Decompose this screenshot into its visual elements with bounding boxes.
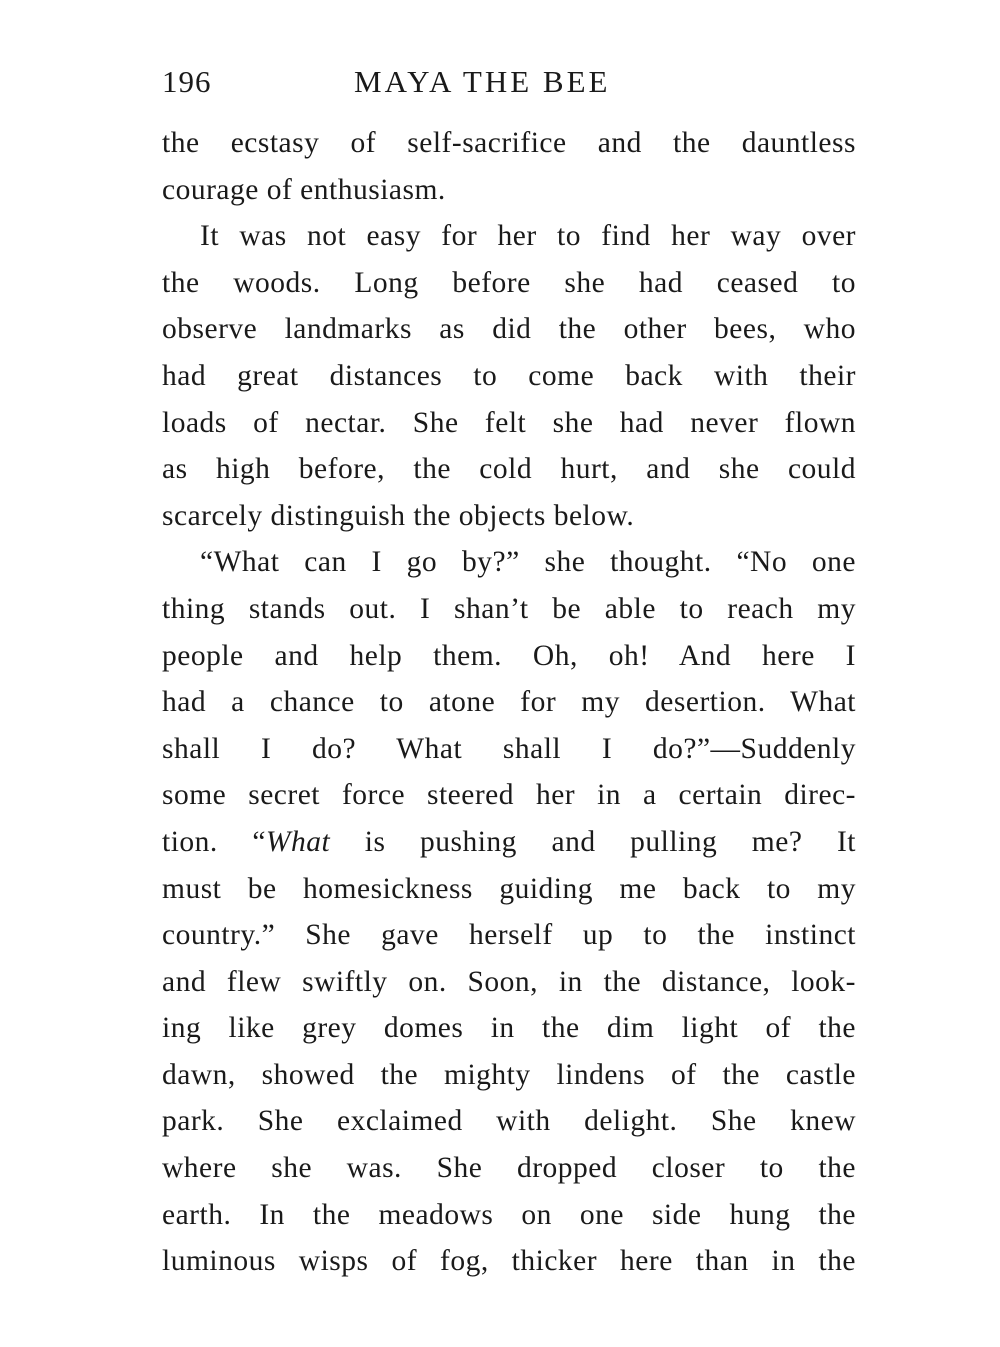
text-line: earth. In the meadows on one side hung the <box>162 1198 856 1231</box>
text-line: the woods. Long before she had ceased to <box>162 266 856 299</box>
text-line: dawn, showed the mighty lindens of the castle <box>162 1058 856 1091</box>
text-line: where she was. She dropped closer to the <box>162 1152 856 1185</box>
text-segment: tion. “ <box>162 825 266 858</box>
book-title: MAYA THE BEE <box>354 64 611 99</box>
text-line: and flew swiftly on. Soon, in the distance, look- <box>162 965 856 998</box>
body-text <box>162 120 856 1285</box>
text-line: as high before, the cold hurt, and she could <box>162 453 856 486</box>
text-line: people and help them. Oh, oh! And here I <box>162 639 856 672</box>
text-line: shall I do? What shall I do?”—Suddenly <box>162 732 856 765</box>
text-line: scarcely distinguish the objects below. <box>162 499 635 532</box>
text-line: courage of enthusiasm. <box>162 173 446 206</box>
text-line: “What can I go by?” she thought. “No one <box>200 546 856 579</box>
text-line: luminous wisps of fog, thicker here than in the <box>162 1245 856 1278</box>
text-line: ing like grey domes in the dim light of the <box>162 1012 856 1045</box>
text-line: park. She exclaimed with delight. She knew <box>162 1105 856 1138</box>
text-line: observe landmarks as did the other bees, who <box>162 313 856 346</box>
running-head <box>162 64 862 108</box>
text-line: loads of nectar. She felt she had never flown <box>162 406 856 439</box>
text-line: the ecstasy of self-sacrifice and the dauntless <box>162 127 856 159</box>
text-line: some secret force steered her in a certain direc- <box>162 779 856 812</box>
text-line: had great distances to come back with their <box>162 359 856 392</box>
text-line: It was not easy for her to find her way over <box>200 220 856 253</box>
text-segment: is pushing and pulling me? It <box>330 825 856 858</box>
text-line: must be homesickness guiding me back to my <box>162 872 856 905</box>
text-line: thing stands out. I shan’t be able to reach my <box>162 592 856 625</box>
italic-word: What <box>265 825 331 858</box>
text-line-italic <box>162 819 856 866</box>
text-line: country.” She gave herself up to the instinct <box>162 919 856 952</box>
page-number: 196 <box>162 64 212 99</box>
text-line: had a chance to atone for my desertion. What <box>162 686 856 719</box>
